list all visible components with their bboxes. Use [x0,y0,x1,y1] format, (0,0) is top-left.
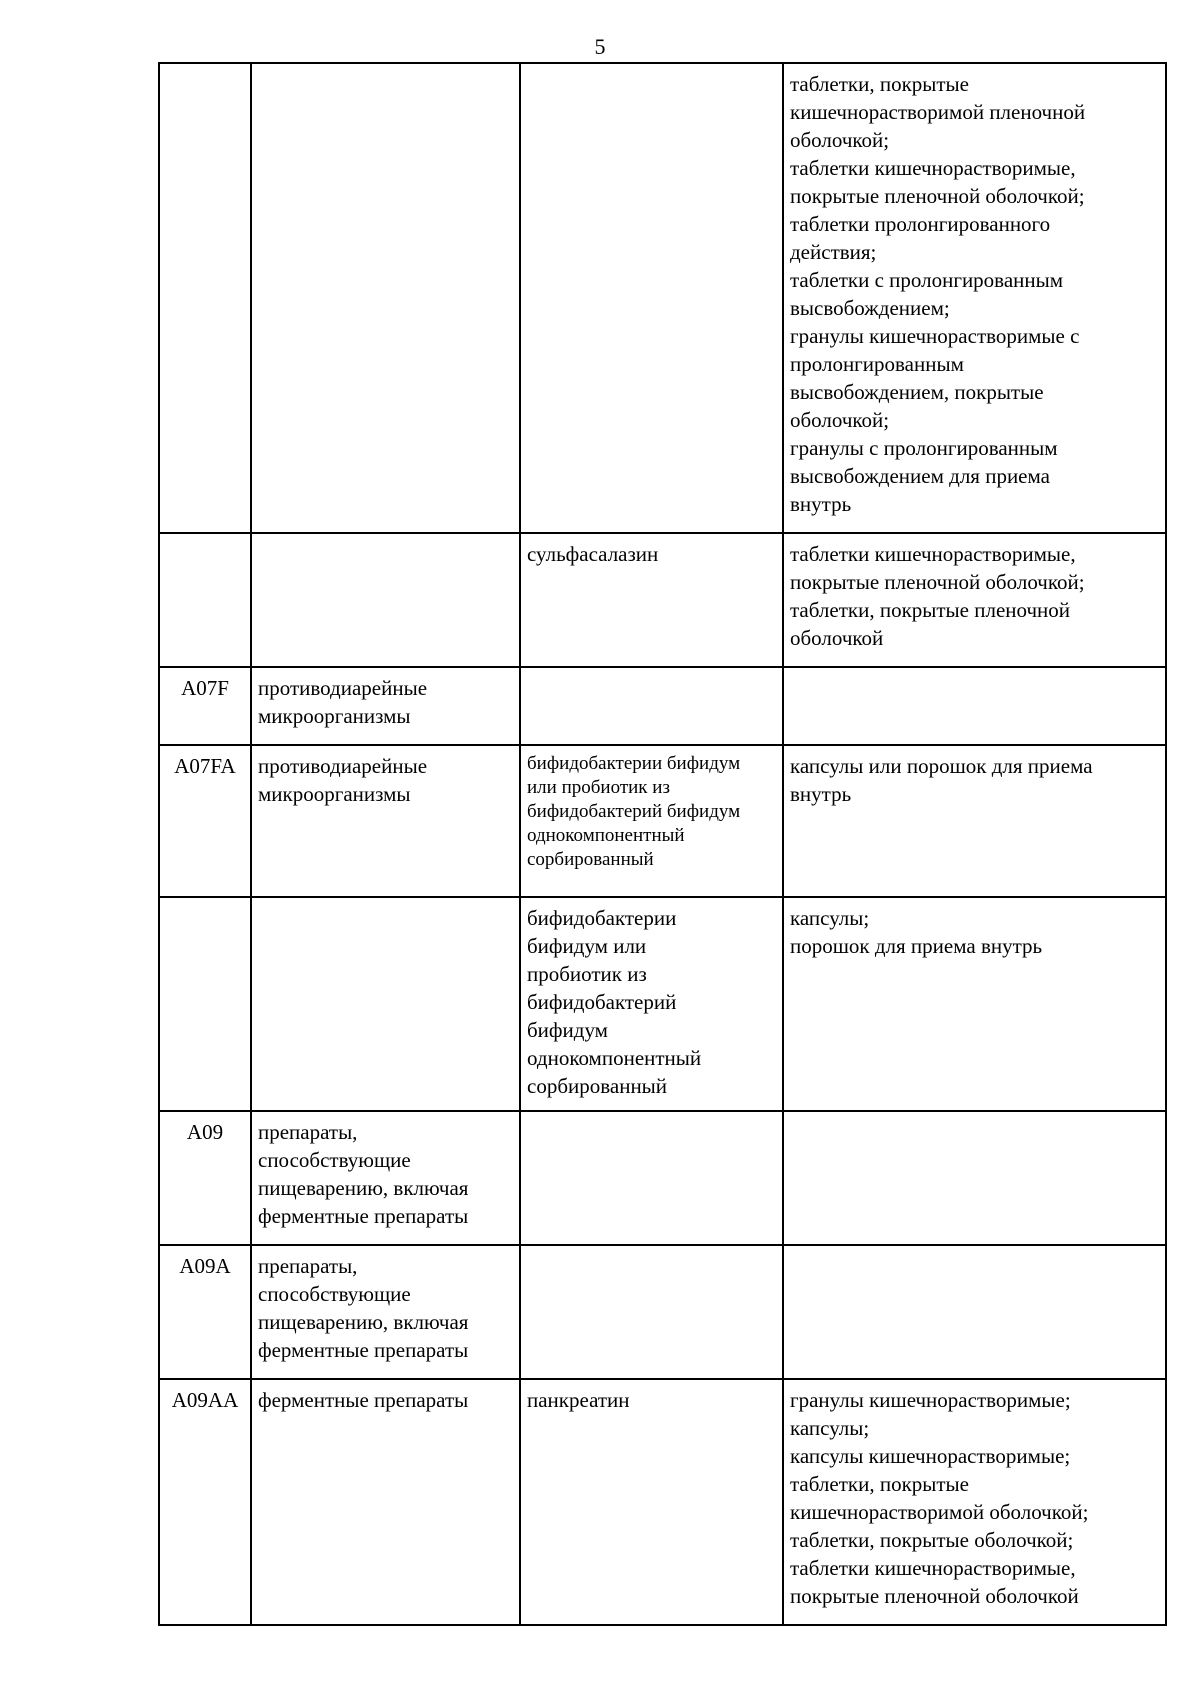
dosage-forms-cell [783,667,1166,745]
dosage-forms-cell: таблетки, покрытые кишечнорастворимой пленочной оболочкой; таблетки кишечнорастворимые, покрытые пленочной оболочкой; таблетки пролонгированного действия; таблетки с пролонгированным высвобождением; гранулы кишечнорастворимые с пролонгированным высвобождением, покрытые оболочкой; гранулы с пролонгированным высвобождением для приема внутрь [783,63,1166,533]
table-row [159,1245,1166,1379]
atc-code-cell: A09 [159,1111,251,1245]
atc-code-cell [159,897,251,1111]
atc-code-cell [159,533,251,667]
table-row [159,63,1166,533]
drug-name-cell: панкреатин [520,1379,783,1625]
group-name-cell: препараты, способствующие пищеварению, включая ферментные препараты [251,1111,520,1245]
dosage-forms-cell [783,1111,1166,1245]
drug-name-cell: бифидобактерии бифидум или пробиотик из бифидобактерий бифидум однокомпонентный сорбированный [520,745,783,897]
dosage-forms-cell: капсулы; порошок для приема внутрь [783,897,1166,1111]
drug-name-cell [520,63,783,533]
atc-code-cell: A09A [159,1245,251,1379]
atc-code-cell: A07F [159,667,251,745]
drug-name-cell: бифидобактерии бифидум или пробиотик из бифидобактерий бифидум однокомпонентный сорбированный [520,897,783,1111]
dosage-forms-cell: таблетки кишечнорастворимые, покрытые пленочной оболочкой; таблетки, покрытые пленочной оболочкой [783,533,1166,667]
dosage-forms-cell [783,1245,1166,1379]
group-name-cell [251,897,520,1111]
group-name-cell: противодиарейные микроорганизмы [251,667,520,745]
table-row [159,1379,1166,1625]
atc-code-cell: A09AA [159,1379,251,1625]
drug-table [158,62,1167,1626]
page-number: 5 [594,34,606,59]
drug-name-cell [520,1111,783,1245]
dosage-forms-cell: капсулы или порошок для приема внутрь [783,745,1166,897]
table-row [159,897,1166,1111]
table-row [159,1111,1166,1245]
group-name-cell: противодиарейные микроорганизмы [251,745,520,897]
drug-name-cell: сульфасалазин [520,533,783,667]
table-row [159,667,1166,745]
group-name-cell [251,533,520,667]
dosage-forms-cell: гранулы кишечнорастворимые; капсулы; капсулы кишечнорастворимые; таблетки, покрытые кишечнорастворимой оболочкой; таблетки, покрытые оболочкой; таблетки кишечнорастворимые, покрытые пленочной оболочкой [783,1379,1166,1625]
group-name-cell: препараты, способствующие пищеварению, включая ферментные препараты [251,1245,520,1379]
atc-code-cell: A07FA [159,745,251,897]
group-name-cell: ферментные препараты [251,1379,520,1625]
table-row [159,533,1166,667]
group-name-cell [251,63,520,533]
atc-code-cell [159,63,251,533]
drug-name-cell [520,667,783,745]
table-row [159,745,1166,897]
drug-name-cell [520,1245,783,1379]
